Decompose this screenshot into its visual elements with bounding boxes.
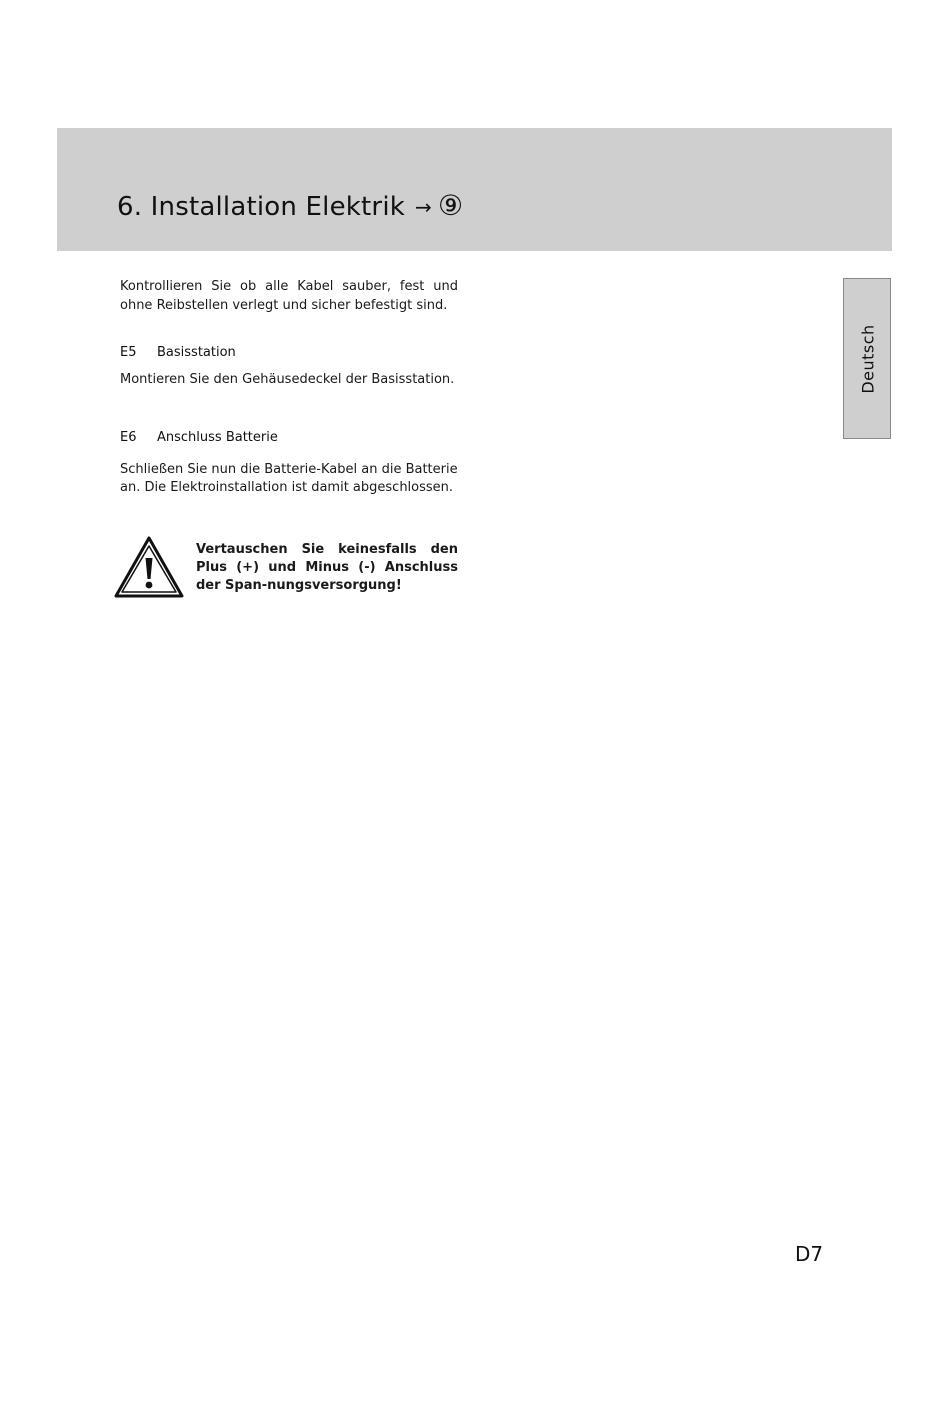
title-text: 6. Installation Elektrik: [117, 192, 406, 222]
content-column: [120, 278, 458, 498]
section-heading-e6: [120, 429, 458, 448]
section-heading-e5: [120, 344, 458, 363]
warning-notice: [114, 536, 458, 600]
warning-text: Vertauschen Sie keinesfalls den Plus (+) und Minus (-) Anschluss der Span-nungsversorgung!: [196, 542, 458, 593]
warning-triangle-icon: [114, 536, 184, 598]
figure-reference: ⑨: [437, 189, 464, 222]
header-band: [57, 128, 892, 251]
language-tab: [843, 278, 891, 439]
section-title: Anschluss Batterie: [157, 430, 278, 445]
page-number: D7: [795, 1242, 824, 1266]
section-title: Basisstation: [157, 345, 236, 360]
intro-paragraph: Kontrollieren Sie ob alle Kabel sauber, fest und ohne Reibstellen verlegt und sicher befestigt sind.: [120, 279, 458, 313]
section-e6-text: Schließen Sie nun die Batterie-Kabel an die Batterie an. Die Elektroinstallation ist damit abgeschlossen.: [120, 461, 458, 495]
section-number: E5: [120, 345, 137, 360]
section-number: E6: [120, 430, 137, 445]
language-tab-label: Deutsch: [858, 324, 878, 394]
page-title: [117, 188, 463, 225]
section-e5-text: Montieren Sie den Gehäusedeckel der Basisstation.: [120, 371, 455, 387]
arrow-icon: →: [415, 195, 432, 219]
